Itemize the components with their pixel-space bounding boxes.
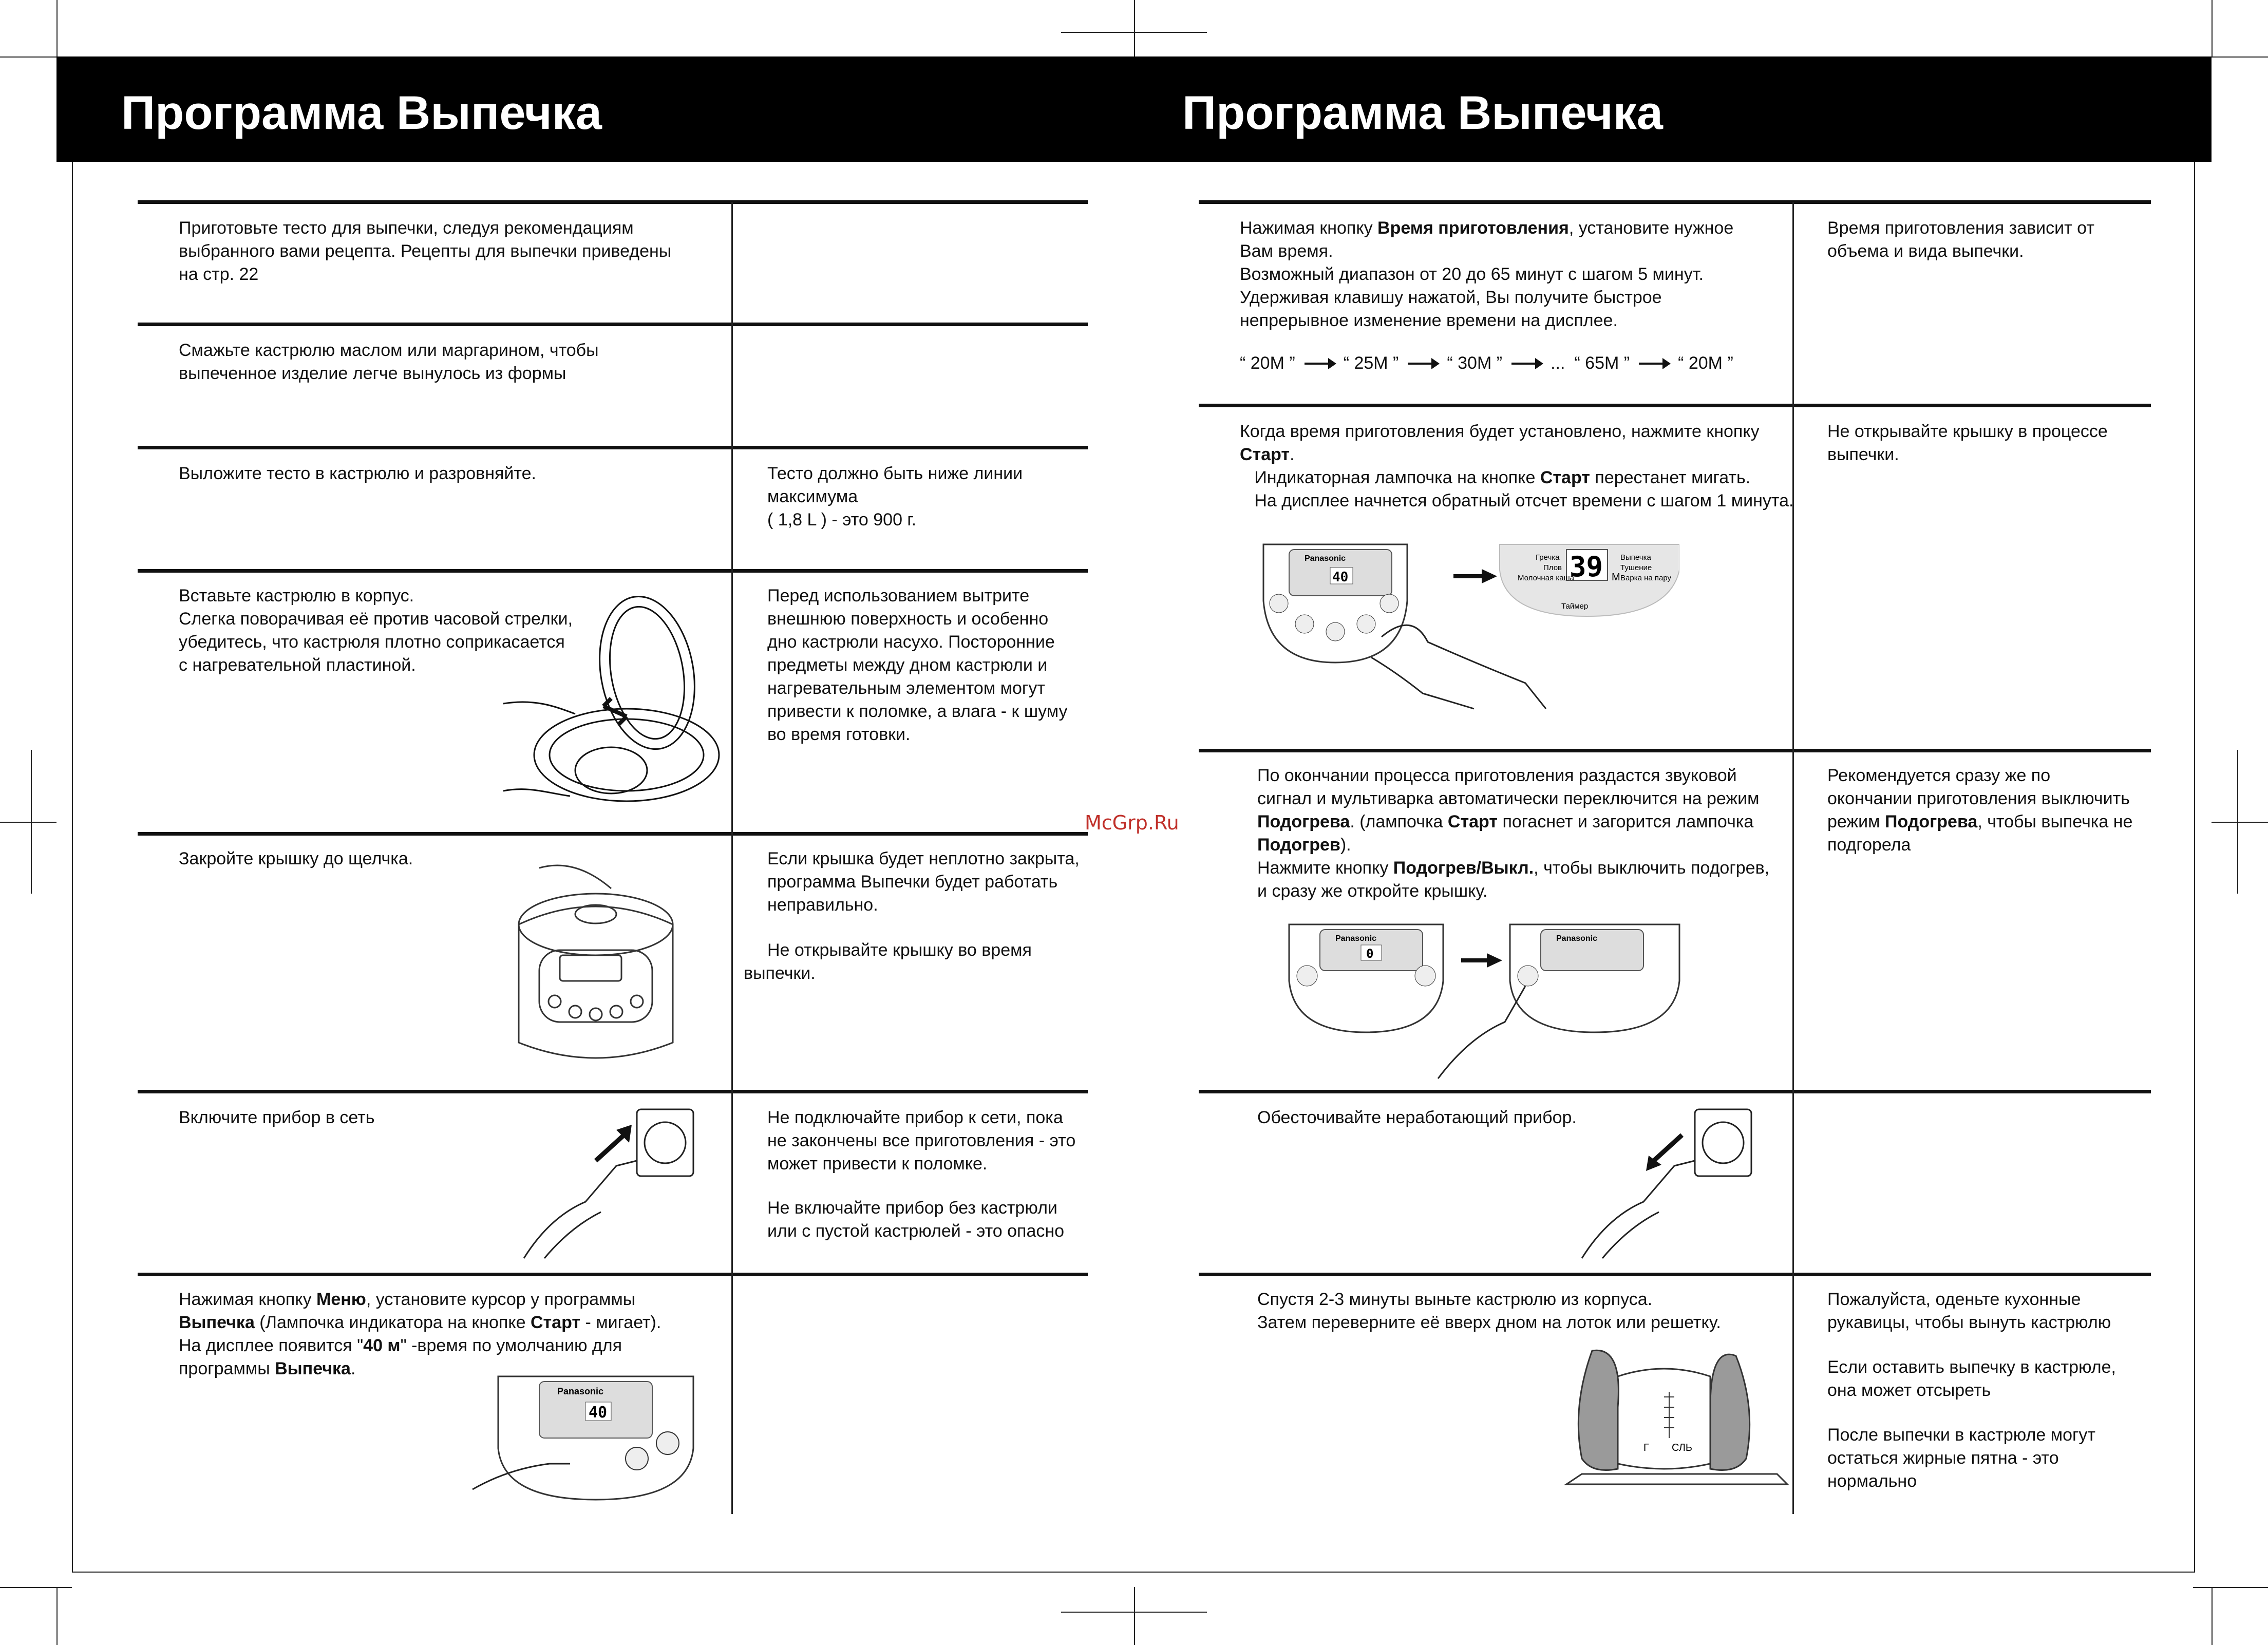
note-dont-plug: Не подключайте прибор к сети, пока не закончены все приготовления - это может привести к поломке. (767, 1108, 1076, 1174)
panel-label: Выпечка (1620, 553, 1651, 562)
row-divider (138, 446, 1088, 449)
crop-mark (0, 56, 56, 58)
panel-label: Тушение (1620, 563, 1652, 572)
row-divider (138, 1090, 1088, 1093)
panel-display: 40 (589, 1404, 608, 1422)
crop-mark (2193, 1587, 2268, 1588)
crop-mark (0, 1587, 72, 1588)
panel-brand: Panasonic (1305, 554, 1346, 563)
panel-label: Плов (1543, 563, 1562, 572)
step-remove-pot: Спустя 2-3 минуты выньте кастрюлю из корпуса. Затем переверните её вверх дном на лоток или решетку. (1257, 1290, 1721, 1332)
panel-unit: M (1612, 572, 1620, 583)
step-keep-warm: По окончании процесса приготовления раздастся звуковой сигнал и мультиварка автоматически переключится на режим Подогрева. (лампочка Старт погаснет и загорится лампочка Подогрев). Нажмите кнопку Подогрев/Выкл., чтобы выключить подогрев, и сразу же откройте крышку. (1257, 766, 1770, 901)
row-divider (1199, 404, 2151, 407)
step-plug-in: Включите прибор в сеть (179, 1108, 375, 1127)
arrow-icon (1408, 363, 1438, 365)
panel-label: Молочная каша (1518, 574, 1574, 582)
time-sequence (1240, 353, 1733, 373)
step-cook-time: Нажимая кнопку Время приготовления, установите нужное Вам время. Возможный диапазон от 20 до 65 минут с шагом 5 минут. Удерживая клавишу нажатой, Вы получите быстрое непрерывное изменение времени на дисплее. (1240, 218, 1734, 330)
crop-mark (2212, 0, 2213, 56)
row-divider (138, 1273, 1088, 1276)
column-divider (1792, 202, 1794, 1514)
seq-item: “ 30M ” (1447, 353, 1503, 373)
crop-mark (2212, 822, 2268, 823)
step-menu-select: Нажимая кнопку Меню, установите курсор у программы Выпечка (Лампочка индикатора на кнопке Старт - мигает). На дисплее появится "40 м" -время по умолчанию для программы Выпечка. (179, 1290, 662, 1378)
panel-display-countdown: 39 (1570, 551, 1603, 583)
crop-mark (31, 750, 32, 894)
arrow-icon (1639, 363, 1669, 365)
seq-item: ... (1551, 353, 1565, 373)
note-no-pot: Не включайте прибор без кастрюли или с пустой кастрюлей - это опасно (767, 1198, 1065, 1241)
pot-label: СЛЬ (1672, 1442, 1693, 1453)
step-press-start: Когда время приготовления будет установлено, нажмите кнопку Старт. Индикаторная лампочка на кнопке Старт перестанет мигать. На дисплее начнется обратный отсчет времени с шагом 1 минута. (1240, 422, 1794, 510)
seq-item: “ 65M ” (1574, 353, 1630, 373)
crop-mark (2237, 750, 2238, 894)
row-divider (1199, 1090, 2151, 1093)
row-divider (1199, 749, 2151, 752)
note-wipe-pot: Перед использованием вытрите внешнюю поверхность и особенно дно кастрюли насухо. Посторонние предметы между дном кастрюли и нагревательным элементом могут привести к поломке, а влага - к шуму во время готовки. (767, 586, 1068, 744)
remove-pot-illustration (1561, 1335, 1792, 1510)
seq-item: “ 25M ” (1343, 353, 1399, 373)
note-dont-open-lid: Не открывайте крышку в процессе выпечки. (1827, 422, 2108, 464)
crop-mark (0, 822, 56, 823)
note-switch-off-warm: Рекомендуется сразу же по окончании приготовления выключить режим Подогрева, чтобы выпечка не подгорела (1827, 766, 2133, 855)
arrow-icon (1305, 363, 1334, 365)
pot-label: Г (1643, 1442, 1649, 1453)
note-lid-closed: Если крышка будет неплотно закрыта, программа Выпечки будет работать неправильно. (767, 849, 1080, 915)
seq-item: “ 20M ” (1240, 353, 1295, 373)
row-divider (138, 569, 1088, 573)
column-divider (731, 202, 733, 1514)
crop-mark (1134, 1587, 1135, 1645)
page-title-left: Программа Выпечка (121, 87, 602, 139)
step-grease-pot: Смажьте кастрюлю маслом или маргарином, чтобы выпеченное изделие легче вынулось из формы (179, 341, 599, 383)
menu-panel-illustration (467, 1371, 704, 1505)
step-prepare-dough: Приготовьте тесто для выпечки, следуя рекомендациям выбранного вами рецепта. Рецепты для выпечки приведены на стр. 22 (179, 218, 672, 284)
insert-pot-illustration (493, 596, 724, 822)
note-moist: Если оставить выпечку в кастрюле, она может отсыреть (1827, 1357, 2116, 1400)
note-gloves: Пожалуйста, оденьте кухонные рукавицы, чтобы вынуть кастрюлю (1827, 1290, 2111, 1332)
note-max-line: Тесто должно быть ниже линии максимума ( 1,8 L ) - это 900 г. (767, 464, 1023, 530)
page-title-right: Программа Выпечка (1182, 87, 1663, 139)
panel-brand: Panasonic (1556, 934, 1598, 943)
crop-mark (2212, 1587, 2213, 1645)
cooker-illustration (508, 858, 683, 1073)
panel-label: Таймер (1561, 602, 1589, 611)
note-grease-spots: После выпечки в кастрюле могут остаться жирные пятна - это нормально (1827, 1425, 2095, 1491)
keep-warm-illustration (1284, 919, 1685, 1084)
note-dont-open-2: выпечки. (744, 963, 816, 983)
row-divider (138, 832, 1088, 836)
unplug-illustration (1572, 1104, 1756, 1263)
panel-brand: Panasonic (1335, 934, 1377, 943)
panel-display: 40 (1332, 570, 1349, 585)
row-divider (1199, 1273, 2151, 1276)
row-divider (138, 323, 1088, 326)
plug-in-illustration (514, 1104, 698, 1263)
watermark: McGrp.Ru (1085, 811, 1179, 834)
note-dont-open: Не открывайте крышку во время (767, 940, 1032, 960)
step-put-dough: Выложите тесто в кастрюлю и разровняйте. (179, 464, 536, 483)
note-time-depends: Время приготовления зависит от объема и вида выпечки. (1827, 218, 2094, 261)
panel-display: 0 (1366, 947, 1374, 961)
row-divider (138, 200, 1088, 204)
crop-mark (56, 1587, 58, 1645)
step-unplug: Обесточивайте неработающий прибор. (1257, 1108, 1577, 1127)
crop-mark (2212, 56, 2268, 58)
row-divider (1199, 200, 2151, 204)
step-close-lid: Закройте крышку до щелчка. (179, 849, 413, 868)
start-press-illustration (1258, 539, 1679, 714)
seq-item: “ 20M ” (1678, 353, 1733, 373)
panel-label: Гречка (1536, 553, 1560, 562)
crop-mark (56, 0, 58, 56)
panel-label: Варка на пару (1620, 574, 1672, 582)
arrow-icon (1511, 363, 1541, 365)
panel-brand: Panasonic (557, 1386, 604, 1396)
step-insert-pot: Вставьте кастрюлю в корпус. Слегка поворачивая её против часовой стрелки, убедитесь, что кастрюля плотно соприкасается с нагревательной пластиной. (179, 586, 573, 675)
crop-mark (1134, 0, 1135, 56)
